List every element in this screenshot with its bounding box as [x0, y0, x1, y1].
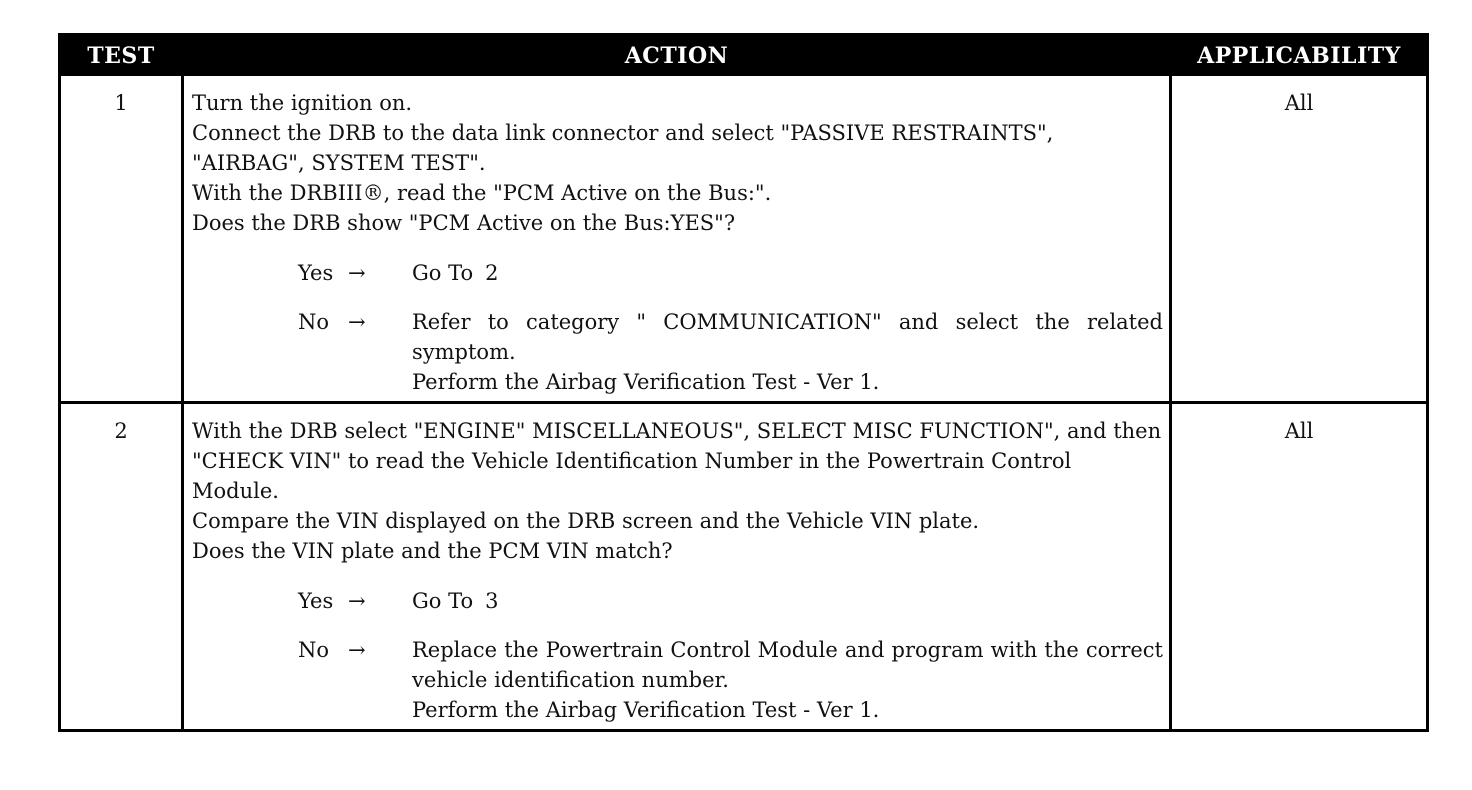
yes-result — [412, 258, 1163, 288]
instruction-line: Does the VIN plate and the PCM VIN match? — [192, 539, 673, 563]
no-label: No — [298, 310, 330, 334]
goto-text: Go To — [412, 589, 474, 613]
header-applicability: APPLICABILITY — [1171, 35, 1428, 77]
result-line: Replace the Powertrain Control Module and program with the correct vehicle identification number. — [412, 638, 1163, 692]
yes-branch — [298, 586, 1163, 616]
instruction-line: With the DRB select "ENGINE" MISCELLANEOUS", SELECT MISC FUNCTION", and then "CHECK VIN" to read the Vehicle Identification Number in the Powertrain Control Module. — [192, 419, 1162, 503]
table-row — [60, 76, 1428, 403]
goto-number: 3 — [485, 589, 499, 613]
result-line: Perform the Airbag Verification Test - Ver 1. — [412, 698, 880, 722]
instruction-line: With the DRBIII®, read the "PCM Active on the Bus:". — [192, 181, 772, 205]
applicability-value: All — [1171, 76, 1428, 403]
yes-label: Yes — [298, 261, 334, 285]
yes-label: Yes — [298, 589, 334, 613]
header-action: ACTION — [183, 35, 1171, 77]
right-arrow-icon: → — [348, 589, 366, 613]
test-number: 2 — [60, 403, 183, 731]
right-arrow-icon: → — [348, 310, 366, 334]
result-line: Refer to category " COMMUNICATION" and select the related symptom. — [412, 310, 1163, 364]
instruction-line: Connect the DRB to the data link connector and select "PASSIVE RESTRAINTS", "AIRBAG", SYSTEM TEST". — [192, 121, 1054, 175]
no-result — [412, 635, 1163, 725]
table-row — [60, 403, 1428, 731]
instruction-line: Compare the VIN displayed on the DRB screen and the Vehicle VIN plate. — [192, 509, 980, 533]
right-arrow-icon: → — [348, 261, 366, 285]
no-branch — [298, 635, 1163, 725]
test-number: 1 — [60, 76, 183, 403]
no-label: No — [298, 638, 330, 662]
instruction-line: Does the DRB show "PCM Active on the Bus:YES"? — [192, 211, 736, 235]
yes-result — [412, 586, 1163, 616]
no-branch — [298, 307, 1163, 397]
action-cell — [183, 76, 1171, 403]
goto-number: 2 — [485, 261, 499, 285]
yes-branch — [298, 258, 1163, 288]
header-row — [60, 35, 1428, 77]
right-arrow-icon: → — [348, 638, 366, 662]
header-test: TEST — [60, 35, 183, 77]
diagnostic-test-table — [58, 33, 1429, 732]
goto-text: Go To — [412, 261, 474, 285]
applicability-value: All — [1171, 403, 1428, 731]
action-cell — [183, 403, 1171, 731]
result-line: Perform the Airbag Verification Test - Ver 1. — [412, 370, 880, 394]
no-result — [412, 307, 1163, 397]
instruction-line: Turn the ignition on. — [192, 91, 413, 115]
